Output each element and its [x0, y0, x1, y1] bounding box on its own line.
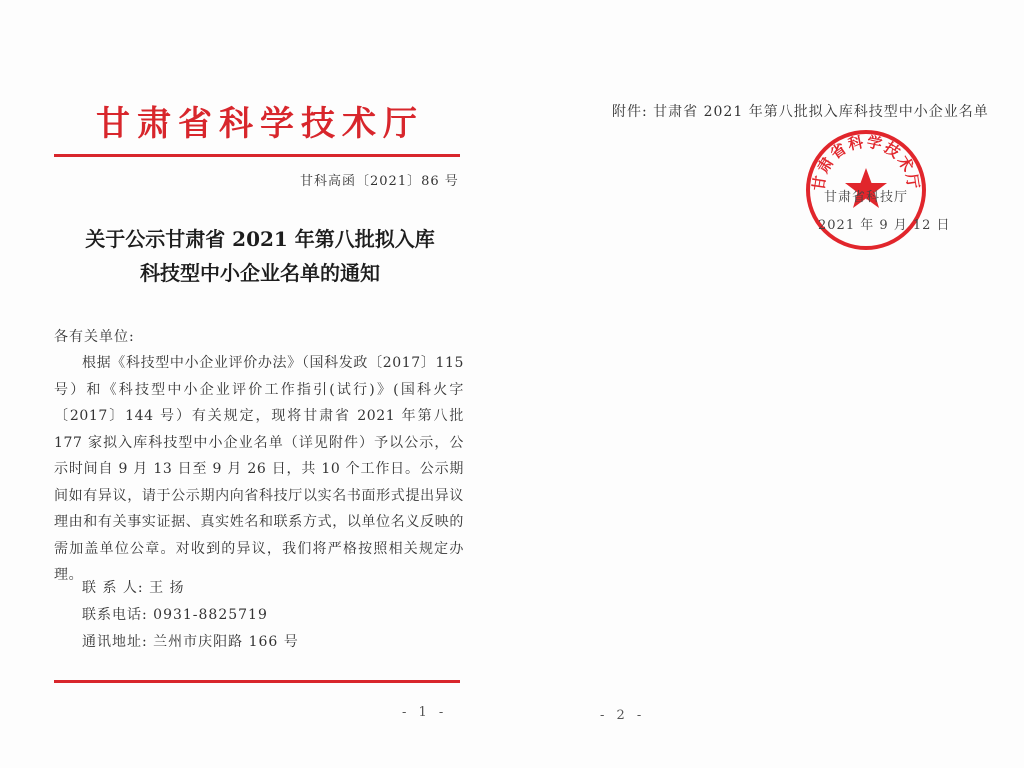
red-divider-bottom: [54, 680, 460, 683]
notice-body: 根据《科技型中小企业评价办法》（国科发政〔2017〕115 号）和《科技型中小企业评价工作指引(试行)》(国科火字〔2017〕144 号）有关规定，现将甘肃省 2021 年第八批 177 家拟入库科技型中小企业名单（详见附件）予以公示，公示时间自 9 月 13 日至 9 月 26 日，共 10 个工作日。公示期间如有异议，请于公示期内向省科技厅以实名书面形式提出异议理由和有关事实证据、真实姓名和联系方式，以单位名义反映的需加盖单位公章。对收到的异议，我们将严格按照相关规定办理。: [54, 355, 464, 583]
contact-address: 通讯地址: 兰州市庆阳路 166 号: [82, 634, 299, 650]
page-number-2: - 2 -: [600, 708, 646, 723]
contact-person: 联 系 人: 王 扬: [82, 580, 185, 596]
seal-caption: 甘肃省科技厅: [824, 190, 909, 205]
page-2: [512, 0, 1024, 768]
attachment-title: 附件: 甘肃省 2021 年第八批拟入库科技型中小企业名单: [612, 104, 989, 120]
notice-title-line-2: 科技型中小企业名单的通知: [140, 261, 380, 285]
seal-text: 甘肃省科学技术厅: [809, 132, 923, 192]
agency-title: 甘肃省科学技术厅: [96, 104, 424, 144]
issue-date: 2021 年 9 月 12 日: [818, 218, 951, 233]
salutation: 各有关单位:: [54, 329, 135, 345]
red-divider-top: [54, 154, 460, 157]
contact-phone: 联系电话: 0931-8825719: [82, 607, 268, 623]
document-number: 甘科高函〔2021〕86 号: [300, 174, 459, 189]
notice-title: [60, 222, 460, 290]
page-number-1: - 1 -: [402, 705, 448, 720]
notice-title-line-1: 关于公示甘肃省 2021 年第八批拟入库: [85, 227, 435, 251]
